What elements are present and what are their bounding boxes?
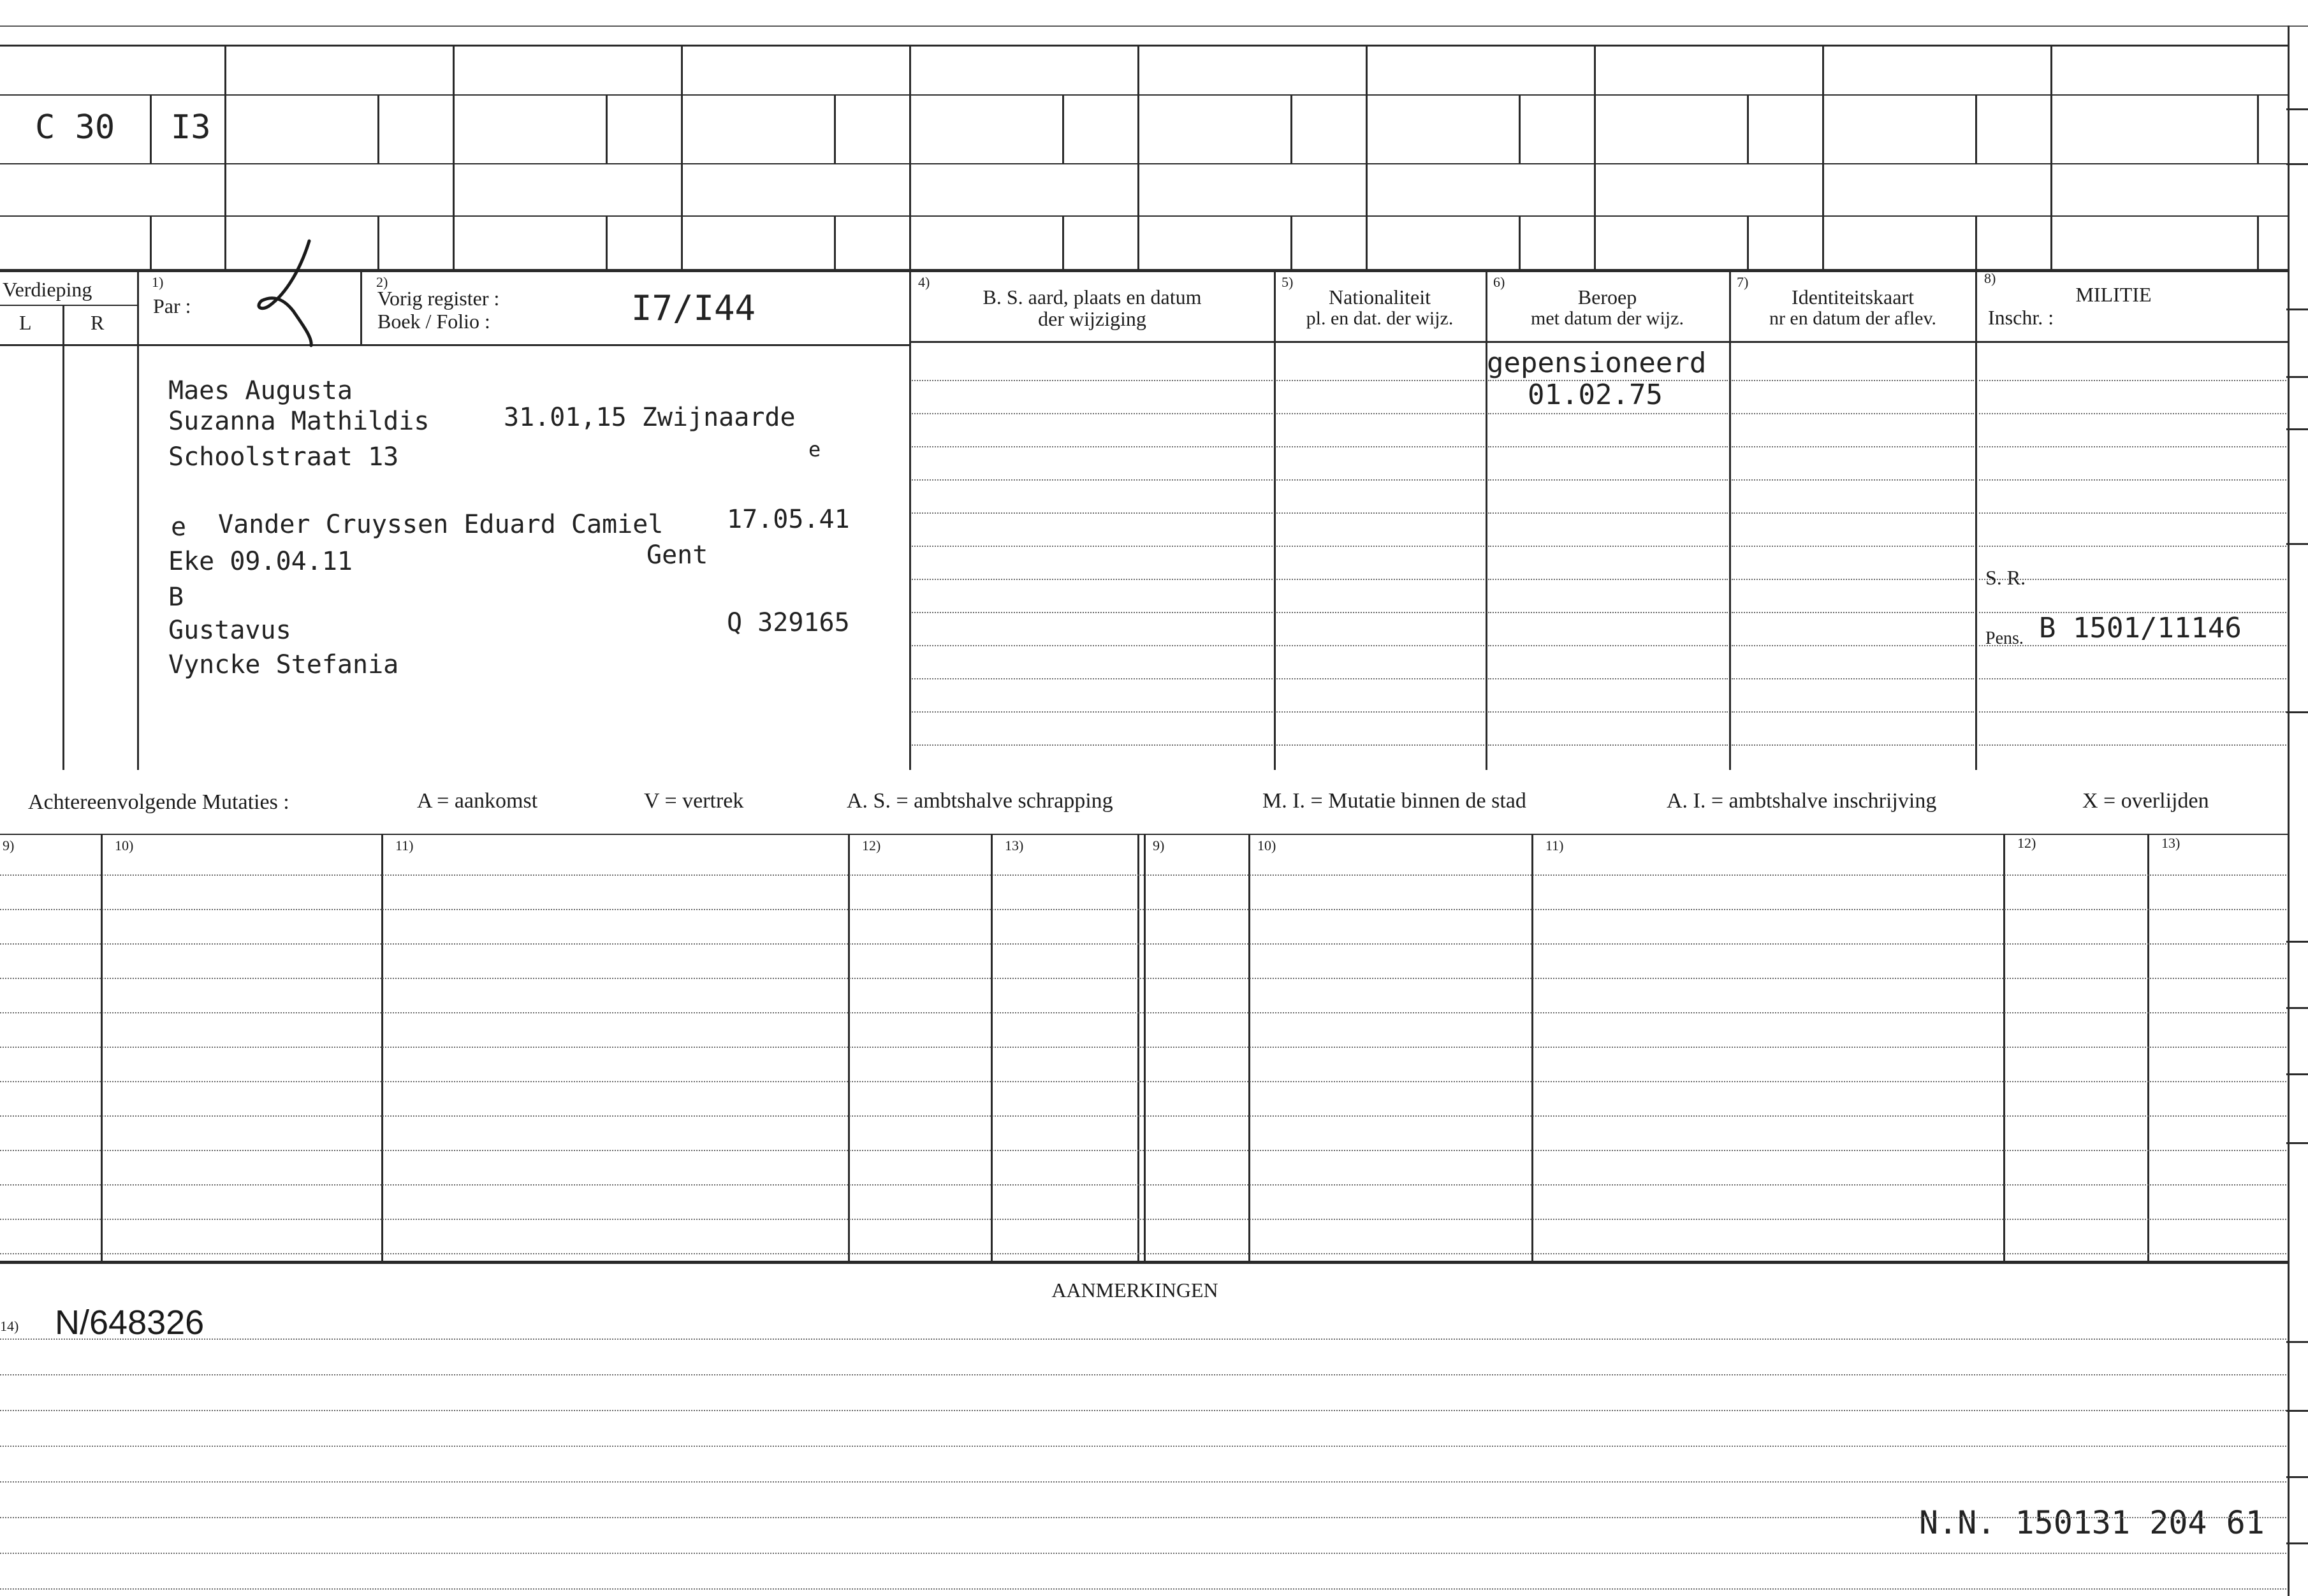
column-divider: [1975, 271, 1977, 770]
top-grid-subdivider: [1062, 94, 1064, 163]
militie-number: 8): [1984, 270, 1996, 286]
top-grid-subdivider: [377, 215, 379, 271]
sr-label: S. R.: [1985, 566, 2026, 589]
top-grid-divider: [2050, 45, 2052, 271]
par-label: Par :: [153, 294, 191, 317]
dotted-line: [1276, 678, 1484, 679]
top-grid-divider: [1137, 45, 1139, 271]
edge-tick: [2286, 1341, 2308, 1343]
dotted-line: [1979, 380, 2289, 381]
edge-tick: [2286, 1007, 2308, 1009]
top-grid-divider: [1594, 45, 1596, 271]
person-line2-date: 31.01,15 Zwijnaarde: [504, 403, 796, 432]
dotted-line: [1732, 512, 1974, 514]
dotted-line: [0, 1410, 2289, 1411]
edge-tick: [2286, 1476, 2308, 1478]
top-grid-divider: [1366, 45, 1368, 271]
verdieping-label: Verdieping: [3, 278, 92, 301]
verdieping-r-label: R: [91, 311, 105, 334]
column-divider: [909, 271, 911, 770]
dotted-line: [1732, 612, 1974, 613]
dotted-line: [912, 446, 1273, 447]
dotted-line: [1488, 512, 1728, 514]
beroep-number: 6): [1493, 274, 1505, 290]
nationaliteit-line2: pl. en dat. der wijz.: [1306, 308, 1454, 329]
dotted-line: [1732, 380, 1974, 381]
dotted-line: [1276, 612, 1484, 613]
dotted-line: [912, 579, 1273, 580]
person-line8: Vyncke Stefania: [168, 650, 399, 679]
mutation-col-9: 9): [3, 838, 15, 853]
beroep-date: 01.02.75: [1528, 379, 1663, 411]
person-line7: Gustavus: [168, 616, 291, 645]
top-grid-subdivider: [606, 94, 608, 163]
top-grid-subdivider: [834, 215, 836, 271]
mutation-col-13b: 13): [2161, 835, 2180, 851]
top-grid-subdivider: [1975, 215, 1977, 271]
dotted-line: [0, 1553, 2289, 1554]
mutation-col-12: 12): [862, 838, 881, 853]
person-line5-place: Gent: [646, 540, 708, 570]
verdieping-left-line: [62, 305, 64, 770]
legend-title: Achtereenvolgende Mutaties :: [28, 790, 289, 814]
dotted-line: [1488, 546, 1728, 547]
top-grid-divider: [909, 45, 911, 271]
dotted-line: [1488, 479, 1728, 481]
top-grid-line: [0, 163, 2289, 164]
nn-number: N.N. 150131 204 61: [1919, 1504, 2265, 1541]
dotted-line: [0, 909, 2289, 910]
dotted-line: [1276, 446, 1484, 447]
dotted-line: [0, 1446, 2289, 1447]
remarks-number: 14): [0, 1318, 19, 1334]
identiteitskaart-line1: Identiteitskaart: [1792, 286, 1914, 308]
dotted-line: [1488, 612, 1728, 613]
top-grid-subdivider: [1747, 215, 1749, 271]
dotted-line: [1979, 446, 2289, 447]
dotted-line: [0, 1338, 2289, 1340]
dotted-line: [1979, 512, 2289, 514]
dotted-line: [1276, 479, 1484, 481]
militie-title: MILITIE: [2075, 283, 2152, 306]
beroep-line2: met datum der wijz.: [1531, 308, 1684, 329]
dotted-line: [912, 678, 1273, 679]
nationaliteit-line1: Nationaliteit: [1329, 286, 1431, 308]
dotted-line: [0, 1012, 2289, 1013]
dotted-line: [1488, 413, 1728, 414]
top-grid-subdivider: [606, 215, 608, 271]
edge-tick: [2286, 1073, 2308, 1075]
code-cell: C 30: [35, 108, 115, 147]
dotted-line: [1979, 413, 2289, 414]
dotted-line: [0, 1481, 2289, 1483]
dotted-line: [1488, 711, 1728, 713]
dotted-line: [1488, 744, 1728, 746]
dotted-line: [0, 1115, 2289, 1117]
remarks-value: N/648326: [55, 1303, 205, 1342]
dotted-line: [1276, 744, 1484, 746]
dotted-line: [1488, 678, 1728, 679]
top-grid-subdivider: [1519, 94, 1521, 163]
dotted-line: [1276, 546, 1484, 547]
edge-tick: [2286, 543, 2308, 545]
edge-tick: [2286, 1542, 2308, 1544]
mutation-col-12b: 12): [2017, 835, 2036, 851]
identiteitskaart-number: 7): [1737, 274, 1749, 290]
dotted-line: [1979, 711, 2289, 713]
edge-tick: [2286, 376, 2308, 378]
person-line7-code: Q 329165: [727, 608, 850, 637]
dotted-line: [1732, 446, 1974, 447]
top-grid-subdivider: [1519, 215, 1521, 271]
top-grid-line: [0, 215, 2289, 217]
top-grid-line: [0, 94, 2289, 96]
dotted-line: [912, 413, 1273, 414]
dotted-line: [912, 744, 1273, 746]
top-grid-subdivider: [2257, 215, 2259, 271]
dotted-line: [1732, 711, 1974, 713]
verdieping-divider: [0, 305, 137, 306]
dotted-line: [1488, 446, 1728, 447]
top-grid-divider: [453, 45, 455, 271]
person-line6: B: [168, 583, 184, 612]
number-cell: I3: [171, 108, 211, 147]
dotted-line: [1732, 645, 1974, 646]
mutation-col-11b: 11): [1545, 838, 1564, 853]
dotted-line: [1276, 579, 1484, 580]
dotted-line: [1276, 512, 1484, 514]
dotted-line: [912, 645, 1273, 646]
top-grid-divider: [1822, 45, 1824, 271]
dotted-line: [1979, 678, 2289, 679]
legend-item-as: A. S. = ambtshalve schrapping: [847, 789, 1113, 813]
dotted-line: [0, 1517, 2289, 1518]
dotted-line: [0, 874, 2289, 876]
edge-tick: [2286, 1142, 2308, 1144]
dotted-line: [0, 1184, 2289, 1186]
top-grid-subdivider: [1062, 215, 1064, 271]
bs-line1: B. S. aard, plaats en datum: [982, 286, 1202, 308]
top-grid-subdivider: [834, 94, 836, 163]
person-line5: Eke 09.04.11: [168, 547, 353, 576]
verdieping-right-line: [137, 271, 139, 770]
dotted-line: [0, 1047, 2289, 1048]
dotted-line: [912, 512, 1273, 514]
dotted-line: [912, 546, 1273, 547]
dotted-line: [1979, 479, 2289, 481]
dotted-line: [1276, 711, 1484, 713]
top-grid-divider: [224, 45, 226, 271]
dotted-line: [1732, 678, 1974, 679]
person-line2-name: Suzanna Mathildis: [168, 407, 430, 436]
dotted-line: [0, 1150, 2289, 1151]
mutation-col-11: 11): [395, 838, 414, 853]
header-bottom-line: [0, 344, 909, 346]
dotted-line: [912, 711, 1273, 713]
par-divider: [360, 271, 362, 344]
top-grid-subdivider: [2257, 94, 2259, 163]
dotted-line: [912, 479, 1273, 481]
dotted-line: [0, 1253, 2289, 1254]
dotted-line: [0, 1219, 2289, 1220]
dotted-line: [1979, 645, 2289, 646]
top-grid-subdivider: [150, 94, 152, 163]
vorig-register-value: I7/I44: [631, 288, 756, 328]
par-number: 1): [152, 274, 164, 290]
dotted-line: [0, 1081, 2289, 1082]
column-divider: [1486, 271, 1487, 770]
pens-value: B 1501/11146: [2039, 612, 2242, 644]
dotted-line: [1732, 479, 1974, 481]
dotted-line: [1732, 413, 1974, 414]
mutation-col-9b: 9): [1153, 838, 1165, 853]
vorig-register-label: Vorig register :: [377, 287, 500, 310]
top-grid-line: [0, 45, 2289, 47]
legend-item-a: A = aankomst: [417, 789, 538, 813]
legend-item-v: V = vertrek: [644, 789, 744, 813]
person-line4-date: 17.05.41: [727, 505, 850, 534]
person-line4-prefix: e: [171, 512, 187, 542]
legend-item-x: X = overlijden: [2082, 789, 2209, 813]
verdieping-l-label: L: [19, 311, 32, 334]
edge-tick: [2286, 163, 2308, 165]
edge-tick: [2286, 711, 2308, 713]
mutation-col-13: 13): [1005, 838, 1024, 853]
dotted-line: [1488, 645, 1728, 646]
top-grid-subdivider: [1290, 94, 1292, 163]
dotted-line: [0, 943, 2289, 945]
header-bottom-line: [909, 341, 2289, 343]
mutations-bottom-line: [0, 1261, 2289, 1264]
dotted-line: [1732, 579, 1974, 580]
vorig-register-number: 2): [376, 274, 388, 290]
identiteitskaart-line2: nr en datum der aflev.: [1769, 308, 1937, 329]
remarks-title: AANMERKINGEN: [1051, 1279, 1218, 1302]
legend-item-ai: A. I. = ambtshalve inschrijving: [1667, 789, 1937, 813]
person-line4-name: Vander Cruyssen Eduard Camiel: [218, 510, 664, 539]
dotted-line: [0, 978, 2289, 979]
mutation-col-10b: 10): [1257, 838, 1276, 853]
column-divider: [1729, 271, 1731, 770]
top-grid-divider: [681, 45, 683, 271]
dotted-line: [1979, 546, 2289, 547]
edge-tick: [2286, 428, 2308, 430]
person-line1: Maes Augusta: [168, 376, 353, 405]
dotted-line: [1732, 546, 1974, 547]
top-grid-subdivider: [150, 215, 152, 271]
dotted-line: [912, 612, 1273, 613]
edge-tick: [2286, 1410, 2308, 1412]
dotted-line: [1276, 645, 1484, 646]
top-grid-subdivider: [1975, 94, 1977, 163]
right-border: [2288, 25, 2290, 1596]
column-divider: [1274, 271, 1276, 770]
beroep-line1: Beroep: [1577, 286, 1637, 308]
dotted-line: [912, 380, 1273, 381]
person-line3: Schoolstraat 13: [168, 442, 399, 472]
par-handwritten-mark: [242, 236, 332, 382]
bs-number: 4): [918, 274, 930, 290]
header-top-line: [0, 269, 2289, 272]
nationaliteit-number: 5): [1282, 274, 1294, 290]
person-line3-mark: e: [808, 437, 821, 461]
mutation-col-10: 10): [115, 838, 134, 853]
beroep-value: gepensioneerd: [1487, 347, 1707, 379]
dotted-line: [0, 1374, 2289, 1375]
dotted-line: [1979, 744, 2289, 746]
dotted-line: [0, 1588, 2289, 1590]
dotted-line: [1276, 413, 1484, 414]
militie-inschr-label: Inschr. :: [1988, 306, 2054, 329]
dotted-line: [1276, 380, 1484, 381]
edge-tick: [2286, 108, 2308, 110]
legend-item-mi: M. I. = Mutatie binnen de stad: [1262, 789, 1526, 813]
dotted-line: [1732, 744, 1974, 746]
bs-line2: der wijziging: [1038, 307, 1146, 330]
top-grid-subdivider: [377, 94, 379, 163]
boek-folio-label: Boek / Folio :: [377, 310, 490, 333]
edge-tick: [2286, 308, 2308, 310]
edge-tick: [2286, 941, 2308, 943]
top-grid-subdivider: [1290, 215, 1292, 271]
top-grid-subdivider: [1747, 94, 1749, 163]
top-border: [0, 25, 2308, 27]
pens-label: Pens.: [1985, 628, 2024, 648]
dotted-line: [1488, 579, 1728, 580]
